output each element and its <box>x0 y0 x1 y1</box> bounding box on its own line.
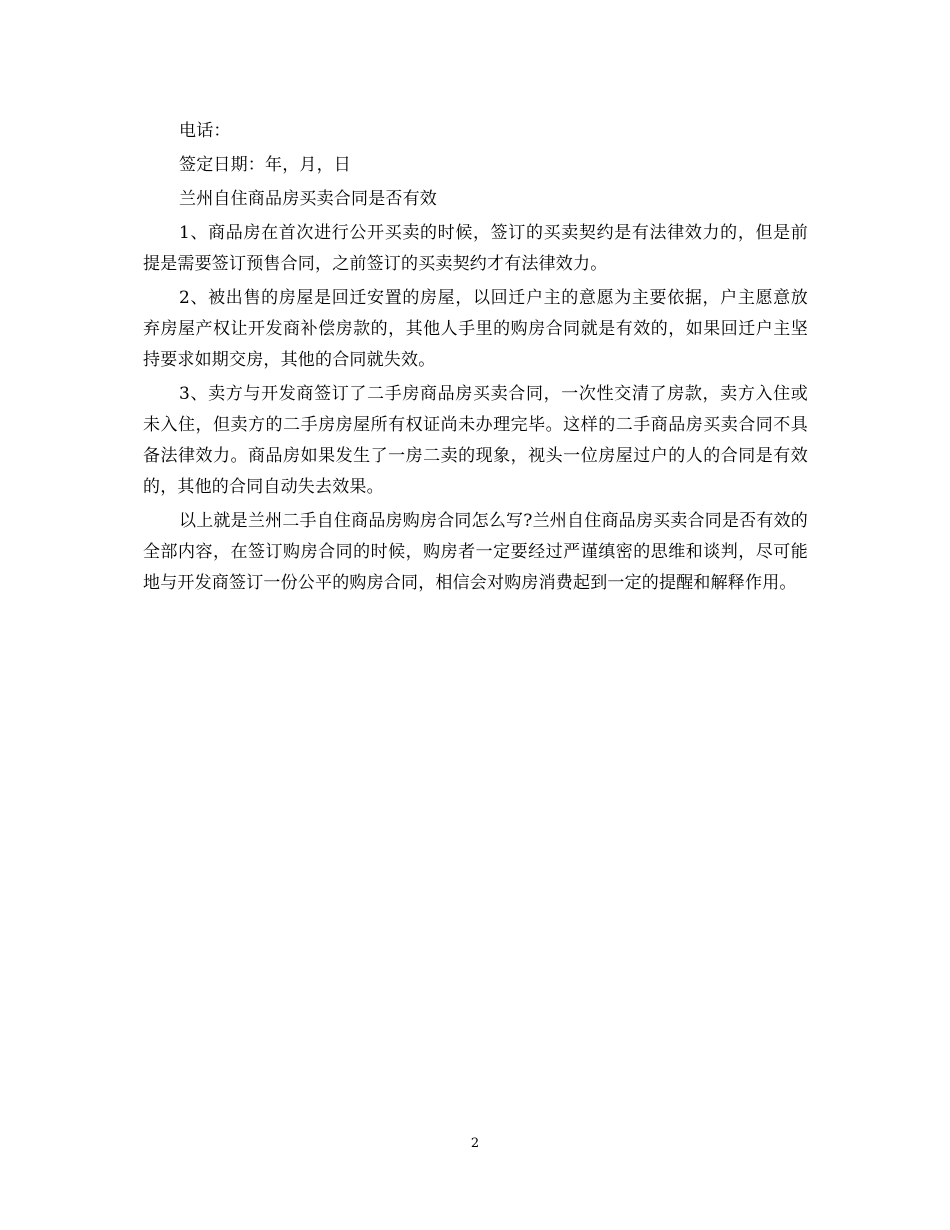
body-paragraph-3: 3、卖方与开发商签订了二手房商品房买卖合同，一次性交清了房款，卖方入住或未入住，但卖方的二手房房屋所有权证尚未办理完毕。这样的二手商品房买卖合同不具备法律效力。商品房如果发生了一房二卖的现象，视头一位房屋过户的人的合同是有效的，其他的合同自动失去效果。 <box>143 384 808 497</box>
phone-line: 电话： <box>179 121 231 141</box>
summary-paragraph: 以上就是兰州二手自住商品房购房合同怎么写?兰州自住商品房买卖合同是否有效的全部内容，在签订购房合同的时候，购房者一定要经过严谨缜密的思维和谈判，尽可能地与开发商签订一份公平的购房合同，相信会对购房消费起到一定的提醒和解释作用。 <box>143 511 808 593</box>
section-heading: 兰州自住商品房买卖合同是否有效 <box>179 189 437 209</box>
document-body <box>143 116 808 599</box>
body-paragraph-1: 1、商品房在首次进行公开买卖的时候，签订的买卖契约是有法律效力的，但是前提是需要签订预售合同，之前签订的买卖契约才有法律效力。 <box>143 223 808 274</box>
page-number: 2 <box>470 1136 480 1151</box>
body-paragraph-2: 2、被出售的房屋是回迁安置的房屋，以回迁户主的意愿为主要依据，户主愿意放弃房屋产权让开发商补偿房款的，其他人手里的购房合同就是有效的，如果回迁户主坚持要求如期交房，其他的合同就失效。 <box>143 288 808 370</box>
signing-date-line: 签定日期：年，月，日 <box>179 155 351 175</box>
